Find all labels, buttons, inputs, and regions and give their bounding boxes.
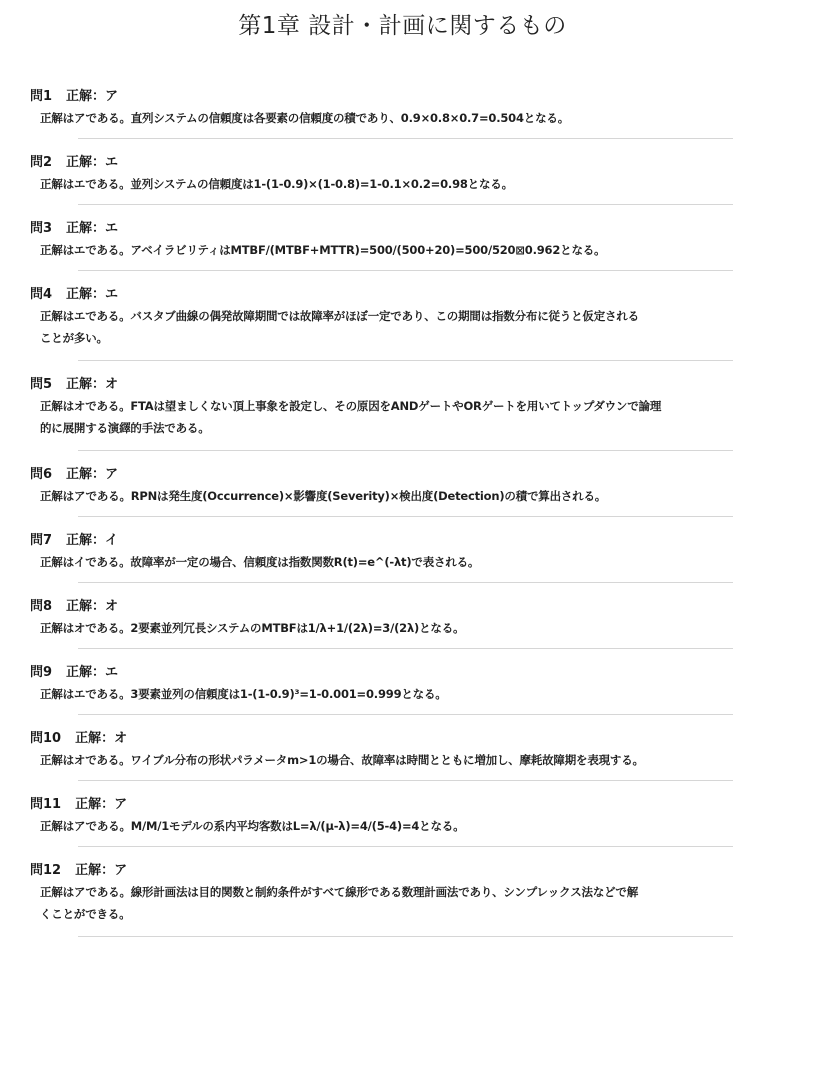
- explanation: [30, 107, 775, 129]
- divider: [78, 270, 733, 271]
- explanation: [30, 485, 775, 507]
- explanation-line: 正解はアである。M/M/1モデルの系内平均客数はL=λ/(μ-λ)=4/(5-4)=4となる。: [40, 819, 465, 833]
- question-number: 問3: [30, 220, 53, 236]
- explanation: [30, 881, 775, 925]
- divider: [78, 780, 733, 781]
- question-header: [30, 857, 775, 879]
- question-item-1: [30, 83, 775, 149]
- explanation-line: 正解はアである。直列システムの信頼度は各要素の信頼度の積であり、0.9×0.8×0.7=0.504となる。: [40, 111, 569, 125]
- divider: [78, 846, 733, 847]
- question-item-4: [30, 281, 775, 371]
- question-item-9: [30, 659, 775, 725]
- question-number: 問12: [30, 862, 62, 878]
- question-number: 問8: [30, 598, 53, 614]
- question-item-12: [30, 857, 775, 947]
- question-header: [30, 83, 775, 105]
- explanation-line: 正解はエである。3要素並列の信頼度は1-(1-0.9)³=1-0.001=0.999となる。: [40, 687, 447, 701]
- divider: [78, 360, 733, 361]
- question-item-8: [30, 593, 775, 659]
- explanation-line: 正解はイである。故障率が一定の場合、信頼度は指数関数R(t)=e^(-λt)で表される。: [40, 555, 480, 569]
- question-header: [30, 593, 775, 615]
- question-number: 問5: [30, 376, 53, 392]
- explanation: [30, 815, 775, 837]
- explanation: [30, 173, 775, 195]
- question-header: [30, 371, 775, 393]
- correct-answer: 正解：ア: [75, 796, 128, 812]
- divider: [78, 204, 733, 205]
- question-header: [30, 725, 775, 747]
- question-header: [30, 281, 775, 303]
- correct-answer: 正解：ア: [75, 862, 128, 878]
- question-number: 問11: [30, 796, 62, 812]
- question-header: [30, 461, 775, 483]
- explanation-line: 正解はエである。並列システムの信頼度は1-(1-0.9)×(1-0.8)=1-0.1×0.2=0.98となる。: [40, 177, 513, 191]
- question-number: 問10: [30, 730, 62, 746]
- question-number: 問4: [30, 286, 53, 302]
- question-number: 問7: [30, 532, 53, 548]
- divider: [78, 936, 733, 937]
- divider: [78, 450, 733, 451]
- question-item-5: [30, 371, 775, 461]
- question-number: 問2: [30, 154, 53, 170]
- question-header: [30, 791, 775, 813]
- question-item-7: [30, 527, 775, 593]
- explanation-line: 正解はアである。RPNは発生度(Occurrence)×影響度(Severity)×検出度(Detection)の積で算出される。: [40, 489, 607, 503]
- question-header: [30, 149, 775, 171]
- divider: [78, 714, 733, 715]
- question-item-6: [30, 461, 775, 527]
- correct-answer: 正解：オ: [75, 730, 128, 746]
- question-number: 問6: [30, 466, 53, 482]
- question-item-11: [30, 791, 775, 857]
- explanation-line: ことが多い。: [40, 331, 108, 345]
- correct-answer: 正解：ア: [66, 88, 119, 104]
- question-item-2: [30, 149, 775, 215]
- explanation: [30, 551, 775, 573]
- divider: [78, 138, 733, 139]
- divider: [78, 516, 733, 517]
- divider: [78, 582, 733, 583]
- correct-answer: 正解：オ: [66, 598, 119, 614]
- divider: [78, 648, 733, 649]
- chapter-title: 第1章 設計・計画に関するもの: [238, 13, 567, 39]
- explanation-line: 正解はオである。FTAは望ましくない頂上事象を設定し、その原因をANDゲートやORゲートを用いてトップダウンで論理: [40, 399, 662, 413]
- explanation-line: 正解はオである。2要素並列冗長システムのMTBFは1/λ+1/(2λ)=3/(2λ)となる。: [40, 621, 465, 635]
- correct-answer: 正解：エ: [66, 286, 119, 302]
- explanation-line: くことができる。: [40, 907, 131, 921]
- question-item-10: [30, 725, 775, 791]
- question-number: 問9: [30, 664, 53, 680]
- question-list: [30, 83, 775, 947]
- correct-answer: 正解：エ: [66, 220, 119, 236]
- explanation: [30, 683, 775, 705]
- explanation-line: 正解はエである。バスタブ曲線の偶発故障期間では故障率がほぼ一定であり、この期間は指数分布に従うと仮定される: [40, 309, 639, 323]
- correct-answer: 正解：ア: [66, 466, 119, 482]
- question-header: [30, 527, 775, 549]
- correct-answer: 正解：オ: [66, 376, 119, 392]
- explanation: [30, 305, 775, 349]
- question-header: [30, 215, 775, 237]
- correct-answer: 正解：イ: [66, 532, 119, 548]
- question-item-3: [30, 215, 775, 281]
- explanation-line: 正解はオである。ワイブル分布の形状パラメータm>1の場合、故障率は時間とともに増加し、摩耗故障期を表現する。: [40, 753, 644, 767]
- question-header: [30, 659, 775, 681]
- correct-answer: 正解：エ: [66, 154, 119, 170]
- question-number: 問1: [30, 88, 53, 104]
- explanation: [30, 239, 775, 261]
- explanation-line: 正解はエである。アベイラビリティはMTBF/(MTBF+MTTR)=500/(500+20)=500/520⊠0.962となる。: [40, 243, 606, 257]
- correct-answer: 正解：エ: [66, 664, 119, 680]
- explanation: [30, 749, 775, 771]
- explanation: [30, 617, 775, 639]
- explanation: [30, 395, 775, 439]
- explanation-line: 正解はアである。線形計画法は目的関数と制約条件がすべて線形である数理計画法であり、シンプレックス法などで解: [40, 885, 639, 899]
- explanation-line: 的に展開する演繹的手法である。: [40, 421, 210, 435]
